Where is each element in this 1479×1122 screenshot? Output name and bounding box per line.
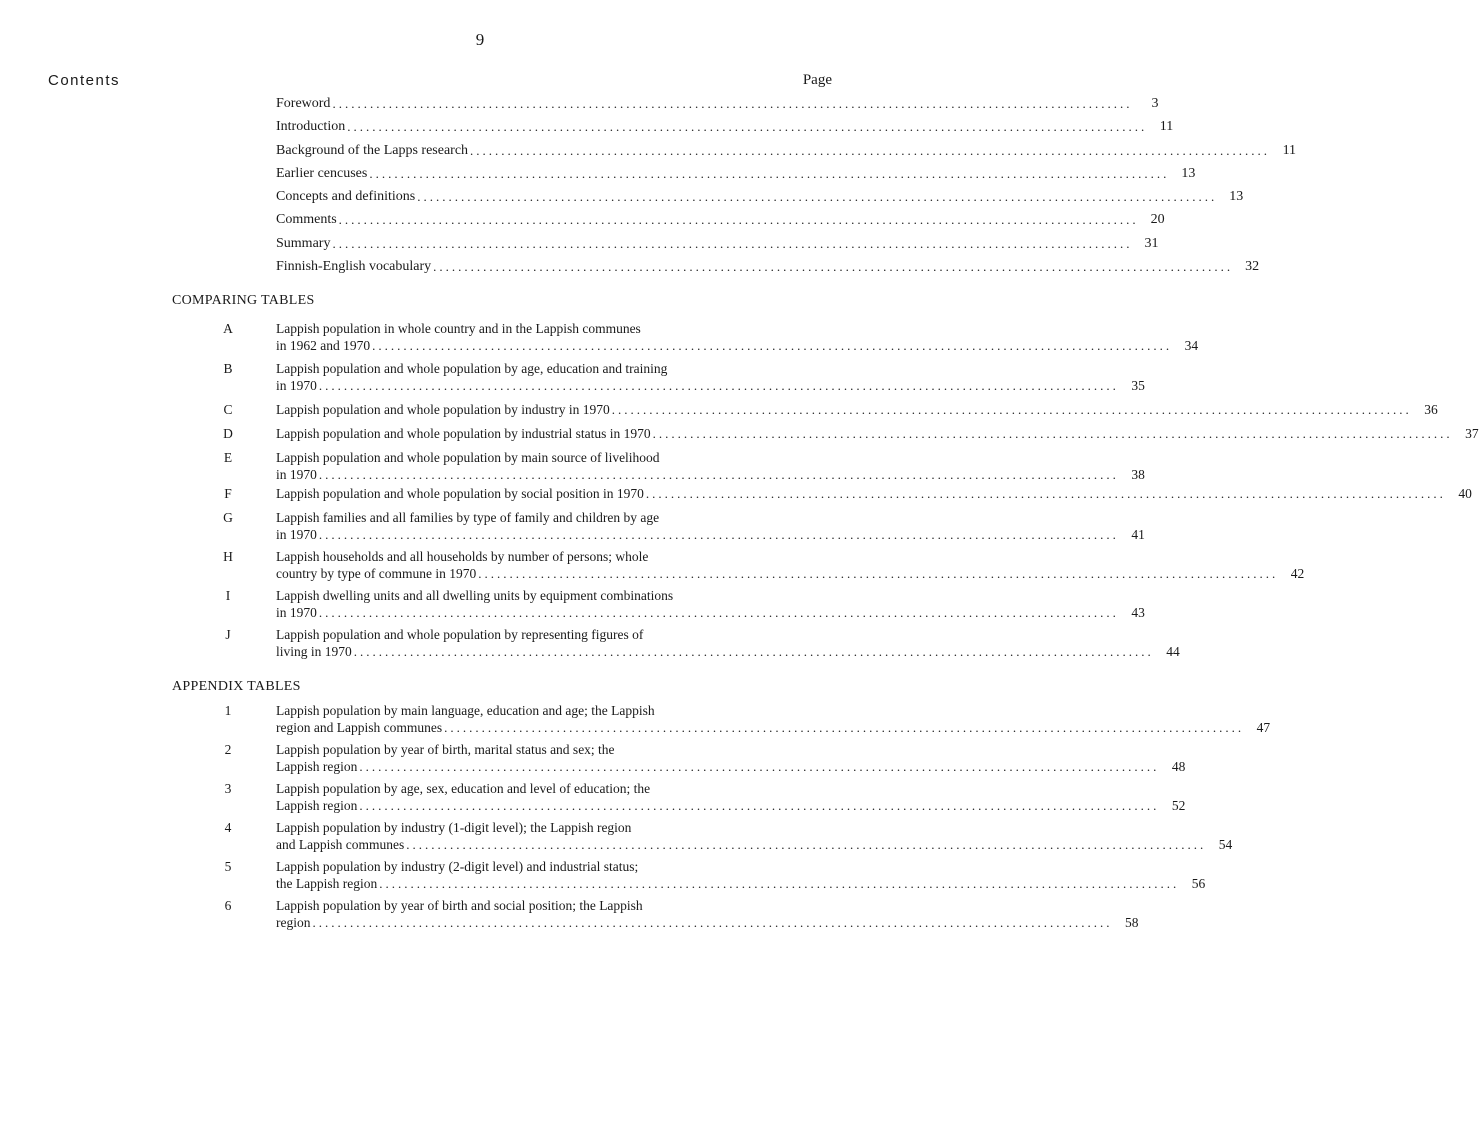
dot-leader: ................................................................................................................................ [369, 166, 1170, 181]
dot-leader: ................................................................................................................................ [318, 527, 1119, 542]
table-title-text: Lappish region [276, 798, 358, 813]
table-title-text: in 1970 [276, 527, 317, 542]
appendix-tables-heading: APPENDIX TABLES [172, 679, 301, 694]
table-title [276, 548, 1305, 582]
table-page: 47 [1256, 720, 1271, 735]
table-title [276, 449, 1145, 483]
table-title [276, 360, 1145, 394]
table-page: 43 [1131, 605, 1145, 620]
table-key: A [223, 321, 233, 336]
table-page: 38 [1131, 467, 1145, 482]
table-title-text: Lappish region [276, 759, 358, 774]
table-page: 48 [1171, 759, 1186, 774]
table-title-text: the Lappish region [276, 876, 378, 891]
dot-leader: ................................................................................................................................ [318, 605, 1119, 620]
table-key: 5 [224, 859, 232, 874]
table-title-text: Lappish population and whole population by social position in 1970 [276, 486, 644, 501]
contents-title: Contents [48, 72, 121, 89]
page-number: 9 [475, 30, 485, 49]
comparing-tables-heading: COMPARING TABLES [172, 293, 315, 308]
dot-leader: ................................................................................................................................ [312, 915, 1113, 930]
toc-line [276, 143, 1297, 159]
table-title-final-line [276, 643, 1180, 660]
table-title-line: Lappish population and whole population by age, education and training [276, 361, 668, 376]
table-title-final-line [276, 875, 1206, 892]
table-title-final-line [276, 377, 1145, 394]
table-title-final-line [276, 604, 1145, 621]
toc-line [276, 189, 1244, 205]
table-page: 54 [1218, 837, 1233, 852]
table-page: 42 [1290, 566, 1305, 581]
table-title-text: in 1970 [276, 467, 317, 482]
table-title-line: Lappish population by year of birth and social position; the Lappish [276, 898, 643, 913]
table-title-line: Lappish dwelling units and all dwelling units by equipment combinations [276, 588, 674, 603]
toc-label: Introduction [276, 119, 346, 134]
toc-page: 11 [1159, 119, 1174, 134]
dot-leader: ................................................................................................................................ [478, 566, 1279, 581]
table-key: 3 [224, 781, 232, 796]
table-title-text: Lappish population and whole population by industrial status in 1970 [276, 426, 651, 441]
table-title-final-line [276, 485, 1472, 502]
dot-leader: ................................................................................................................................ [359, 759, 1160, 774]
table-title-text: country by type of commune in 1970 [276, 566, 477, 581]
table-title [276, 819, 1233, 853]
table-title-final-line [276, 337, 1199, 354]
table-title-line: Lappish population by main language, education and age; the Lappish [276, 703, 655, 718]
table-title [276, 858, 1206, 892]
dot-leader: ................................................................................................................................ [611, 402, 1412, 417]
table-page: 41 [1131, 527, 1145, 542]
dot-leader: ................................................................................................................................ [332, 96, 1133, 111]
table-title-final-line [276, 914, 1139, 931]
table-title-final-line [276, 797, 1186, 814]
toc-line [276, 119, 1174, 135]
table-title [276, 626, 1180, 660]
dot-leader: ................................................................................................................................ [318, 378, 1119, 393]
toc-label: Earlier cencuses [276, 166, 368, 181]
table-title-final-line [276, 466, 1145, 483]
table-title-final-line [276, 401, 1438, 418]
table-title [276, 587, 1145, 621]
table-key: D [223, 426, 233, 441]
toc-label: Finnish-English vocabulary [276, 259, 432, 274]
table-page: 36 [1424, 402, 1438, 417]
table-title [276, 509, 1145, 543]
toc-label: Foreword [276, 96, 331, 111]
toc-line [276, 96, 1159, 112]
table-page: 37 [1465, 426, 1479, 441]
toc-label: Concepts and definitions [276, 189, 416, 204]
table-title-line: Lappish population by industry (2-digit level) and industrial status; [276, 859, 639, 874]
table-title-text: and Lappish communes [276, 837, 405, 852]
page-column-heading: Page [802, 72, 832, 88]
toc-page: 11 [1282, 143, 1297, 158]
table-key: 2 [224, 742, 232, 757]
table-key: E [223, 450, 233, 465]
table-key: I [225, 588, 231, 603]
table-title-final-line [276, 758, 1186, 775]
toc-line [276, 259, 1260, 275]
table-title-line: Lappish population and whole population by representing figures of [276, 627, 644, 642]
toc-line [276, 236, 1159, 252]
table-key: B [223, 361, 233, 376]
table-key: 4 [224, 820, 232, 835]
dot-leader: ................................................................................................................................ [332, 236, 1133, 251]
table-title [276, 485, 1472, 502]
toc-page: 31 [1144, 236, 1159, 251]
dot-leader: ................................................................................................................................ [470, 143, 1271, 158]
toc-line [276, 212, 1165, 228]
toc-label: Comments [276, 212, 337, 227]
dot-leader: ................................................................................................................................ [372, 338, 1173, 353]
dot-leader: ................................................................................................................................ [645, 486, 1446, 501]
table-key: 6 [224, 898, 232, 913]
table-title-final-line [276, 719, 1271, 736]
table-title [276, 780, 1186, 814]
toc-label: Background of the Lapps research [276, 143, 469, 158]
table-title-text: region [276, 915, 311, 930]
table-page: 52 [1171, 798, 1186, 813]
table-key: J [225, 627, 231, 642]
table-key: F [224, 486, 232, 501]
table-key: C [223, 402, 233, 417]
table-title [276, 741, 1186, 775]
table-title [276, 425, 1479, 442]
table-title-text: living in 1970 [276, 644, 352, 659]
table-title-line: Lappish population by industry (1-digit level); the Lappish region [276, 820, 632, 835]
toc-page: 20 [1150, 212, 1165, 227]
table-title-final-line [276, 565, 1305, 582]
table-page: 44 [1166, 644, 1180, 659]
table-title-line: Lappish population by age, sex, education and level of education; the [276, 781, 651, 796]
toc-line [276, 166, 1196, 182]
table-title [276, 401, 1438, 418]
table-title-line: Lappish population by year of birth, marital status and sex; the [276, 742, 615, 757]
table-title-final-line [276, 836, 1233, 853]
dot-leader: ................................................................................................................................ [433, 259, 1234, 274]
table-title-text: in 1962 and 1970 [276, 338, 371, 353]
dot-leader: ................................................................................................................................ [353, 644, 1154, 659]
dot-leader: ................................................................................................................................ [318, 467, 1119, 482]
table-key: G [223, 510, 233, 525]
toc-page: 13 [1181, 166, 1196, 181]
dot-leader: ................................................................................................................................ [652, 426, 1453, 441]
toc-page: 13 [1229, 189, 1244, 204]
table-page: 56 [1191, 876, 1206, 891]
table-page: 35 [1131, 378, 1145, 393]
table-title [276, 897, 1139, 931]
table-page: 34 [1184, 338, 1199, 353]
toc-page: 32 [1245, 259, 1260, 274]
table-title-line: Lappish households and all households by number of persons; whole [276, 549, 649, 564]
table-title-text: in 1970 [276, 605, 317, 620]
table-title-text: Lappish population and whole population by industry in 1970 [276, 402, 610, 417]
dot-leader: ................................................................................................................................ [444, 720, 1245, 735]
toc-label: Summary [276, 236, 331, 251]
table-title-final-line [276, 425, 1479, 442]
table-title-text: region and Lappish communes [276, 720, 443, 735]
table-key: 1 [224, 703, 232, 718]
toc-page: 3 [1151, 96, 1159, 111]
table-title-final-line [276, 526, 1145, 543]
table-title-text: in 1970 [276, 378, 317, 393]
table-key: H [223, 549, 233, 564]
dot-leader: ................................................................................................................................ [417, 189, 1218, 204]
table-title [276, 320, 1199, 354]
table-title-line: Lappish population and whole population by main source of livelihood [276, 450, 660, 465]
table-title [276, 702, 1271, 736]
table-title-line: Lappish families and all families by type of family and children by age [276, 510, 660, 525]
table-page: 58 [1125, 915, 1139, 930]
table-title-line: Lappish population in whole country and in the Lappish communes [276, 321, 641, 336]
dot-leader: ................................................................................................................................ [347, 119, 1148, 134]
table-page: 40 [1458, 486, 1472, 501]
dot-leader: ................................................................................................................................ [338, 212, 1139, 227]
dot-leader: ................................................................................................................................ [379, 876, 1180, 891]
dot-leader: ................................................................................................................................ [406, 837, 1207, 852]
dot-leader: ................................................................................................................................ [359, 798, 1160, 813]
